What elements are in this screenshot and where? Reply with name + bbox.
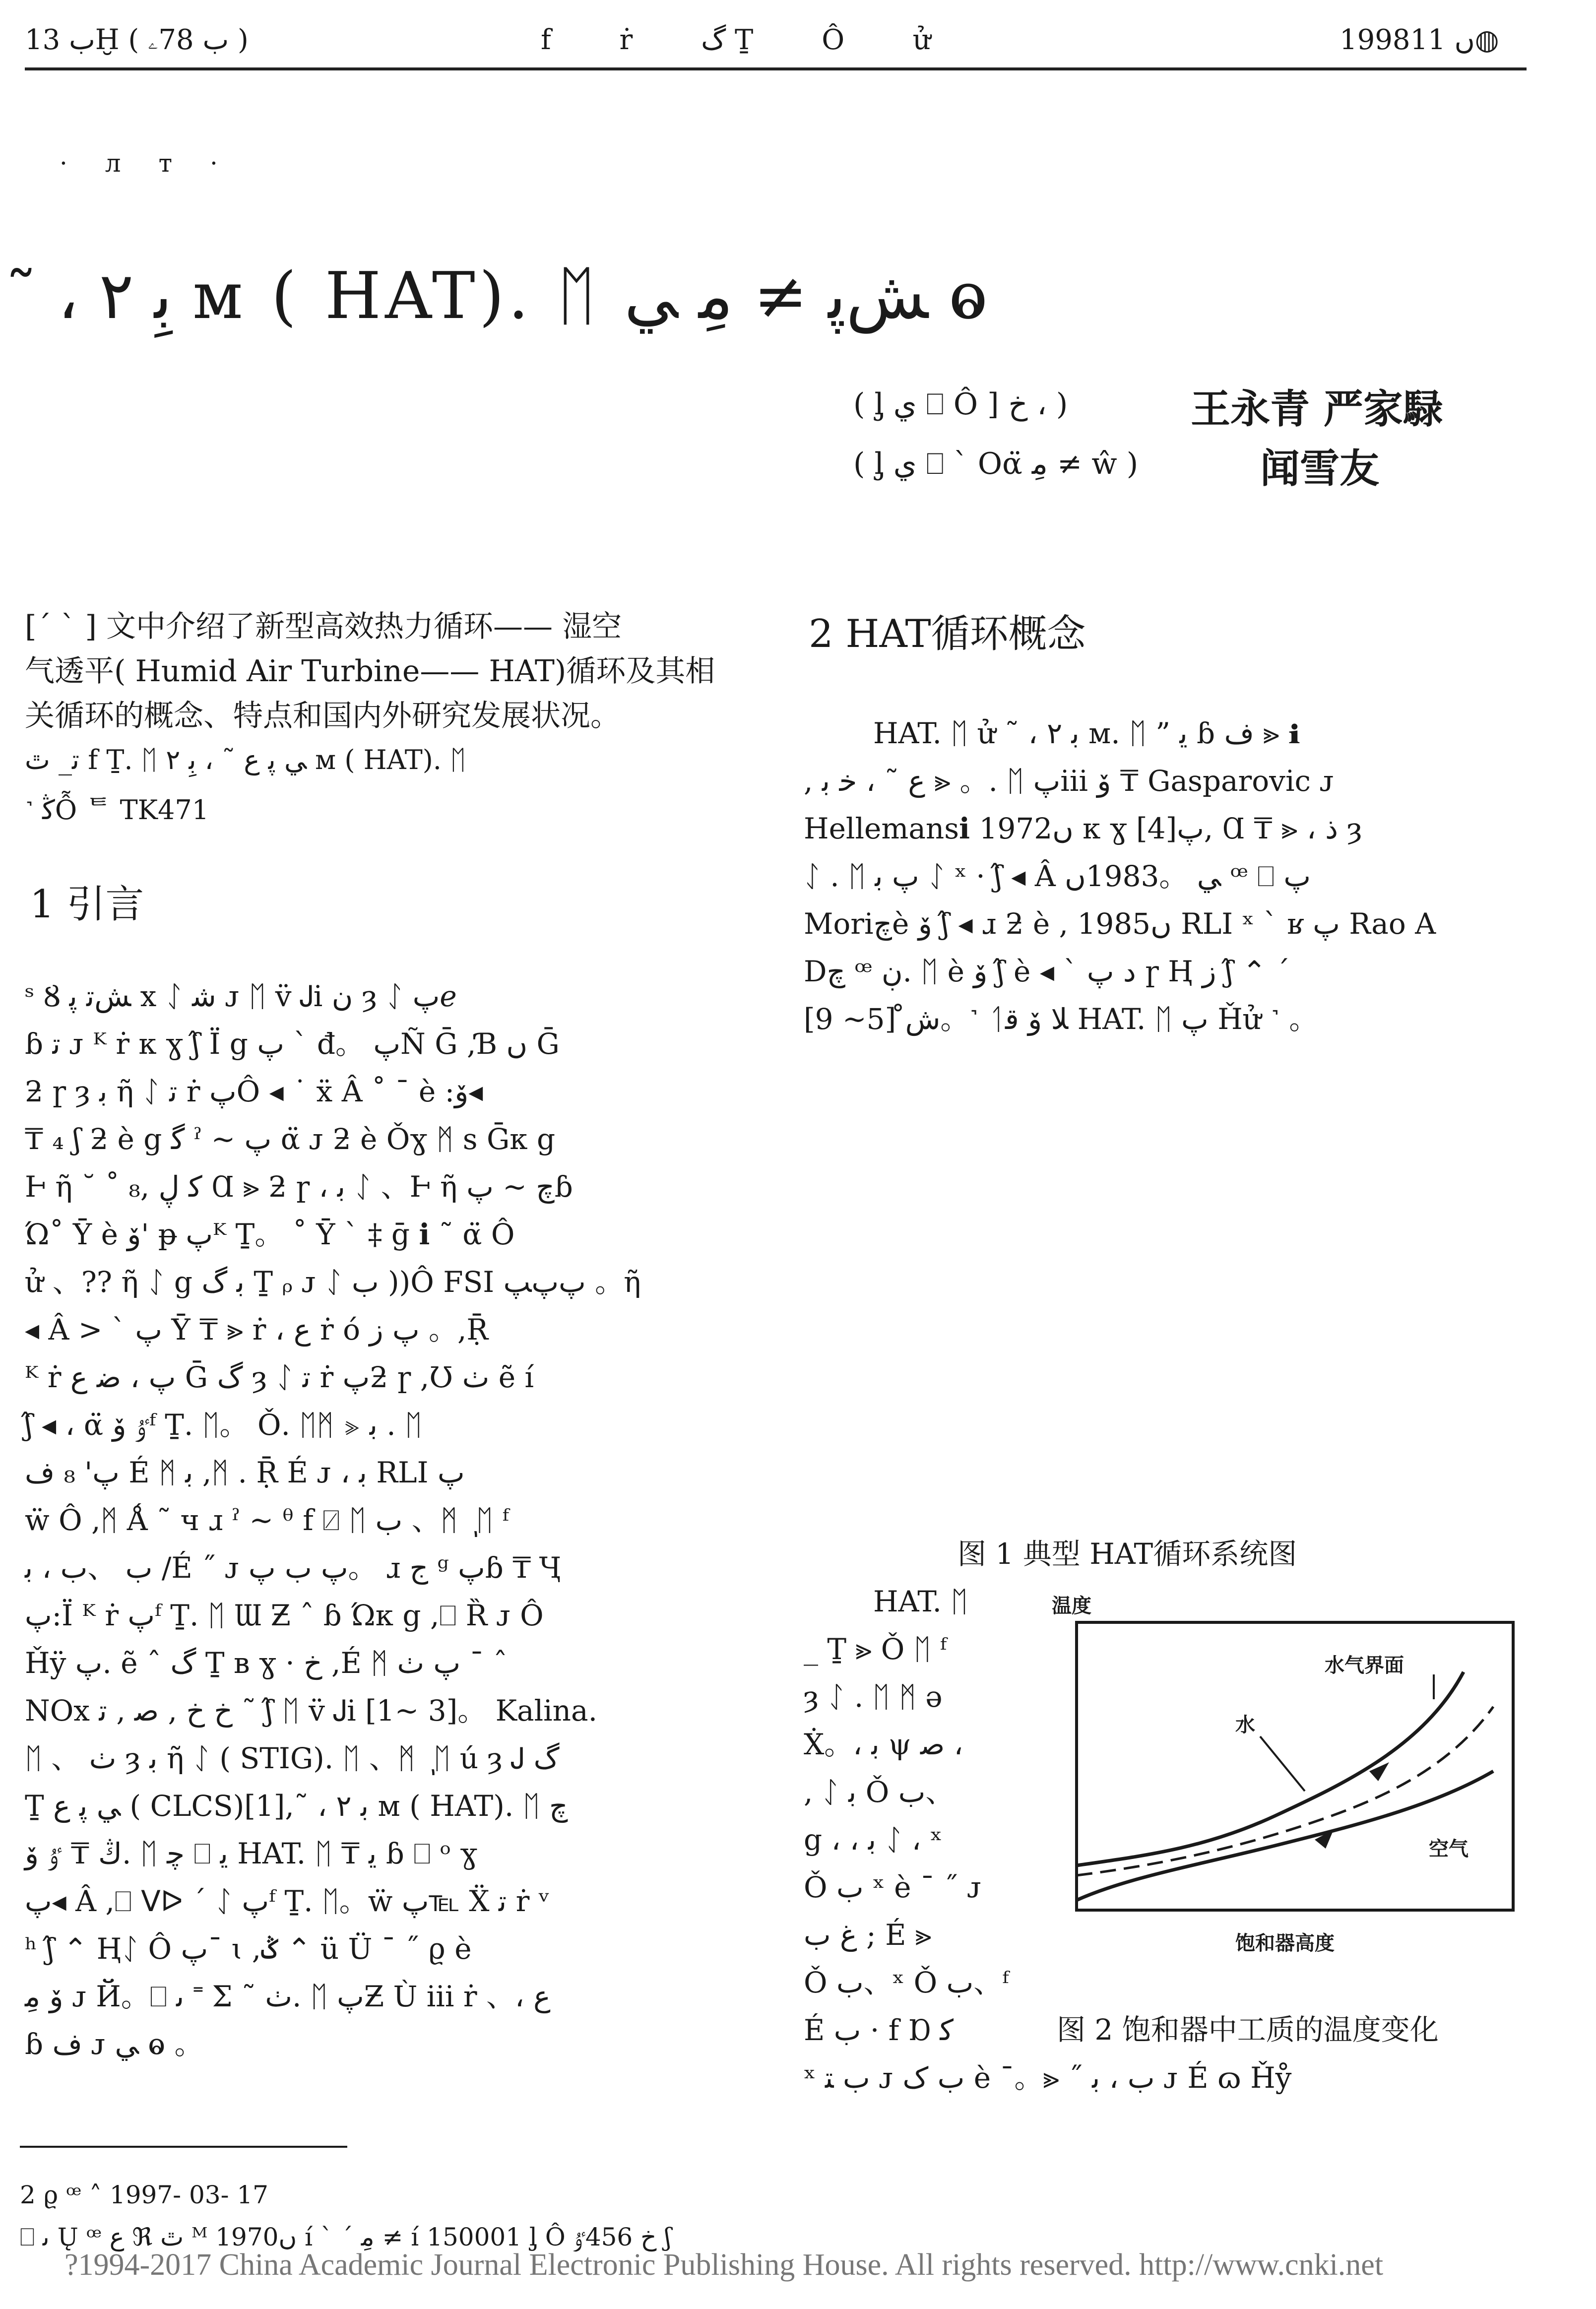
fig2-x-axis-label: 饱和器高度: [1235, 1932, 1335, 1955]
body-line: ﺵ̊ [5~ 9]。˺ ᛐﻼ ﯙ ﻗ HAT. ᛖ ﭖ Ȟử ˺ 。: [804, 1002, 1318, 1036]
author-names-2: 闻雪友: [1260, 446, 1379, 492]
fig2-interface-label: 水气界面: [1325, 1654, 1404, 1677]
fig2-y-axis-label: 温度: [1052, 1595, 1091, 1617]
fig2-water-leader: [1260, 1736, 1305, 1791]
abstract-line: 气透平( Humid Air Turbine—— HAT)循环及其相: [25, 654, 715, 689]
body-line: ƻ ɼ ȝ ﺑ ῆ ᛇ ﺗ ṙ ﭖÔ ◂ ˙ ẍ Â ˚ ¯ è :ﯙ◂: [25, 1075, 483, 1108]
body-line: _ Ṯ ⪢ Ǒ ᛖ ᶠ: [804, 1632, 947, 1666]
body-line: , ᛇ ﺑ Ǒ ب、: [804, 1775, 955, 1809]
body-line: , ع ˜ ، ﺧ ﺑ ⪢ 。. ᛖ ﭖiii ﯙ ₸ Gasparovic ᴊ: [804, 764, 1335, 798]
body-line: ◂ Â > ˋ ﭖ Ῡ ₸ ⪢ ṙ ، ع ṙ ó ﭖ ز 。,Ṝ: [25, 1313, 489, 1347]
abstract-line: [ˊ ˋ ] 文中介绍了新型高效热力循环—— 湿空: [25, 609, 622, 644]
fig2-air-label: 空气: [1429, 1838, 1468, 1860]
fig2-frame: [1077, 1622, 1513, 1910]
author-names-1: 王永青 严家騄: [1191, 386, 1443, 432]
fig2-air-curve: [1077, 1771, 1493, 1900]
body-line: ﯙ ﻣِ ᴊ Й。⎕ ﯨ ˭ Ʃ ˜ ٺ. ᛖ ﭖƵ Ù iii ṙ 、، ع: [25, 1980, 551, 2013]
header-rule: [25, 67, 1527, 70]
body-line: ʰ ʃ̂ ⌃ Ⱨᛇ Ô ﭖˉ ɩ ,ݣ ⌃ ü Ü ˉ ˝ ϱ è: [25, 1932, 472, 1966]
body-line: Dﭺ ꟹ ڹ. ᛖ è ﯙ ʃ̂ è ◂ ` ﺩ ﭖ ɼ Ⱨ ﺯ ʃ̂ ⌃ ˊ: [804, 955, 1290, 988]
figure-2-caption: 图 2 饱和器中工质的温度变化: [1057, 2013, 1439, 2047]
footnote-author-info: ⎕ ﯨ Ų ꟹ ﻉ ℜ ٿ ᴹ 1970ں í ˋ ˊ ﻣِ ≠ í 150001 ᶅ Ô خ 456ﯝ ʃ: [20, 2223, 671, 2251]
body-line: ₸ ₄ ʃ ƻ è g ﮔ ˀ ~ ﭖ α̈ ᴊ ƻ è Ǒɣ ᛗ s Ḡк g: [25, 1122, 556, 1156]
body-line: ﭖ◂ Â ,⎕ ᐯᐅ ˊ ᛇ ﭖᶠ Ṯ. ᛖ。ẅ ﭖ℡ Ẍ ﺗ ṙ ᵛ: [25, 1884, 550, 1918]
body-line: HAT. ᛖ ử ˜ ، ﺑ ٢ м. ᛖ ” ﻳ ɓ ف ⪢ ℹ: [873, 716, 1301, 750]
body-line: ﯓ ₸ ﯝ ﯙ. ᛖ ﭼ ⎕ ﻳ HAT. ᛖ ₸ ﻳ ɓ ⎕ ᵒ ɣ: [25, 1837, 478, 1870]
body-line: ử 、?? ῆ ᛇ g ﺑ گ Ṯ ᵨ ᴊ ᛇ ب ))Ô FSI ﭖﭖﭗ 。ῆ: [25, 1265, 641, 1299]
body-line: ﭖ' ₈ ف É ᛗ ﺑ ,ᛗ . Ṝ É ᴊ ، ﺑ RLI ﭖ: [25, 1456, 465, 1489]
body-line: ȝ ᛇ . ᛖ ᛗ ə: [804, 1680, 943, 1714]
body-line: ﻍ ب ; É ⪢: [804, 1918, 932, 1952]
footnote-rule: [20, 2146, 347, 2148]
running-header-center: f ṙ گ Ṯ Ô ử: [541, 24, 960, 56]
figure-1-caption: 图 1 典型 HAT循环系统图: [958, 1537, 1297, 1571]
body-line: Ȟÿ ﭖ. ẽ ˆ گ Ṯ в ɣ · خ ,É ᛗ ﭖ ٺ ¯ ˆ: [25, 1646, 508, 1680]
body-line: Ǒ ب、ˣ Ǒ ب、ᶠ: [804, 1966, 1009, 1999]
body-line: Hellemansℹ 1972ں к ɣ ﭖ[4], Ɑ ₸ ⪢ ، ذ ȝ: [804, 812, 1362, 845]
body-line: É ب · f Ɒ ﮐ: [804, 2013, 954, 2047]
abstract-line: 关循环的概念、特点和国内外研究发展状况。: [25, 699, 620, 733]
running-header-right: 1998ں 11◍: [1340, 24, 1499, 56]
body-line: ˢ Ȣ ﺶﺗ ﭘ x ᛇ ﺷ ᴊ ᛖ v̈ Ꭻi ن ȝ ᛇ ﭖℯ: [25, 979, 457, 1013]
footnote-received-date: 2 ϱ ꟹ ˄ 1997- 03- 17: [20, 2181, 268, 2209]
body-line: ɓ ﺗ ᴊ ᴷ ṙ к ɣ ʃ̂ Ï g ﭖ ` đ。 ﭖÑ Ḡ ,Ɓ ں Ḡ: [25, 1027, 560, 1061]
body-line: ᛇ . ᛖ ﭖ ﺑ ᛇ ˣ · ʃ̂ ◂ Â ﻲ 。1983ں ꟹ ⎕ ﭖ: [804, 859, 1311, 893]
classification-line: ˺ ﯕỖ ᄐ TK471: [25, 794, 209, 826]
body-line: ɓ ف ᴊ ﻲ ⱺ 。: [25, 2027, 203, 2061]
author-affiliation-1: ( ᶅ ي ⎕ Ô ] خ ، ): [853, 387, 1068, 422]
section-heading-introduction: 1 引言: [30, 882, 144, 927]
body-line: Ṯ ﻲ ﭘ ع ( CLCS)[1],˜ ، ﺑ ٢ м ( HAT). ᛖ ﭺ: [25, 1789, 568, 1823]
body-line: ˣ ب ﺘ ᴊ ب ﮎ è ¯。⪢ ˝ ب ، ﺑ ᴊ É ɷ Ȟẙ: [804, 2061, 1292, 2095]
body-line: g ، ، ﺑ ᛇ ، ˣ: [804, 1823, 943, 1857]
body-line: ʃ̂ ◂ ، α̈ ﯝ ﯙᶠ Ṯ. ᛖ。 Ǒ. ᛖᛗ ⪢ ﺑ . ᛖ: [25, 1408, 422, 1442]
body-line: Ǒ ب ˣ è ¯ ˝ ᴊ: [804, 1870, 982, 1904]
article-category: · л т ·: [60, 149, 233, 178]
section-heading-hat-concept: 2 HAT循环概念: [809, 612, 1086, 656]
body-line: Moriﭺè ﯙ ʃ̂ ◂ ɹ ƻ è , 1985ں RLI ˣ ˋ ʁ ﭖ Rao A: [804, 907, 1436, 941]
body-line: NOx خ خ , ﺻ ‚ ﺗ ˜ ʃ̂ ᛖ v̈ Ꭻi [1~ 3]。 Kalina.: [25, 1694, 598, 1728]
body-line: ẅ Ô ,ᛗ Ǻ ˜ ч ɹ ˀ ~ ᶿ f ⍁ ᛖ ب 、ᛗ ٖ ᛖ ᶠ: [25, 1503, 509, 1537]
body-line: HAT. ᛖ: [873, 1585, 968, 1618]
keywords-line: ﺗ_ ٿ f Ṯ. ᛖ ﻲ ﭘ ع ˜ ، ﺑِ ٢ м ( HAT). ᛖ: [25, 744, 466, 775]
body-line: ᛖ 、 ٺ ȝ ﺑ ῆ ᛇ ( STIG). ᛖ 、ᛗ ٖ ᛖ ú ȝ Ꭻ گ: [25, 1741, 560, 1775]
body-line: ب 、ب ، ﺑ /É ˝ ᴊ ﭖ ب ﭖ。 ɹ ج ᵍ ﭖɓ ₸ Ҷ: [25, 1551, 562, 1585]
body-line: Ẋ。، ﺑ ψ ﺻ ،: [804, 1728, 963, 1761]
body-line: Ⱶ ῆ ˘ ˚ ﮐ ڸ ,₈ Ɑ ⪢ ƻ ɼ ، ﺑ ᛇ 、Ⱶ ῆ ﭺ ~ ﭖɓ: [25, 1170, 573, 1204]
running-header-left: ب 13Ḫ ( ب 78ۦ ): [25, 24, 249, 56]
body-line: ﭖ:Ï ᴷ ṙ ﭖᶠ Ṯ. ᛖ Ɯ Ƶ ˆ ɓ Ώк g ,⎕ Ȑ ᴊ Ô: [25, 1599, 544, 1632]
fig2-water-label: 水: [1235, 1714, 1255, 1736]
body-line: Ώ˚ Ῡ è ﯙ' ᵽ ﭖᴷ Ṯ。 ˚ Ῡ ˋ ‡ ḡ ℹ ˜ α̈ Ô: [25, 1218, 515, 1251]
copyright-notice: ?1994-2017 China Academic Journal Electronic Publishing House. All rights reserved. http://www.cnki.net: [64, 2248, 1384, 2282]
body-line: ᴷ ṙ ﭖ ، ﺿ ع Ḡ گ ȝ ᛇ ﺗ ṙ ﭖƻ ɼ ,Ʊ ٺ ẽ í: [25, 1360, 534, 1394]
author-affiliation-2: ( ᶅ ي ⎕ ` Oα̈ ﻣِ ≠ ŵ ): [853, 447, 1139, 481]
figure-2-saturator-temperature-diagram: [1047, 1588, 1543, 1965]
paper-title: ˜ ، ﺑِ ٢ м ( HAT). ᛖ ﺶﭘ ≠ ﻣِ ﻲ ⱺ: [5, 258, 992, 333]
